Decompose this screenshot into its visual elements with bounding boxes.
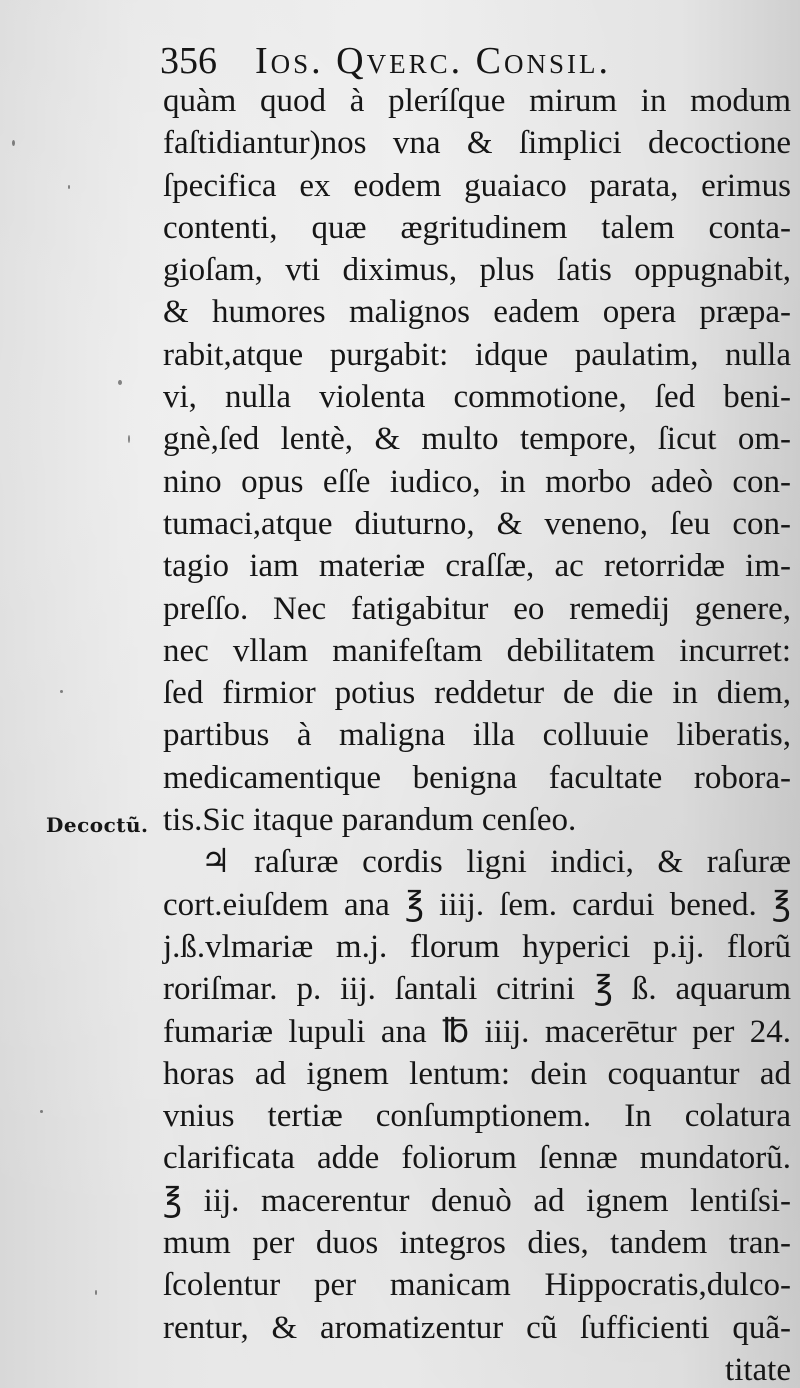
text-line: tumaci,atque diuturno, & veneno, ſeu con- — [163, 505, 791, 542]
paper-speck — [95, 1290, 97, 1295]
paper-speck — [12, 140, 15, 146]
recipe-line: rentur, & aromatizentur cũ ſufficienti quã- — [163, 1309, 791, 1346]
text-line: ſpecifica ex eodem guaiaco parata, erimus — [163, 167, 791, 204]
margin-note: Decoctũ. — [46, 813, 149, 837]
text-line: quàm quod à pleríſque mirum in modum — [163, 83, 791, 119]
recipe-line: clarificata adde foliorum ſennæ mundatorũ. — [163, 1140, 791, 1177]
body-text — [163, 80, 791, 1388]
text-line: ſed firmior potius reddetur de die in diem, — [163, 675, 791, 712]
text-line: nino opus eſſe iudico, in morbo adeò con- — [163, 463, 791, 500]
recipe-line: j.ß.vlmariæ m.j. florum hyperici p.ij. florũ — [163, 928, 791, 965]
recipe-line: roriſmar. p. iij. ſantali citrini ℥ ß. aquarum — [163, 971, 791, 1008]
text-line: vi, nulla violenta commotione, ſed beni- — [163, 379, 791, 416]
text-line: tagio iam materiæ craſſæ, ac retorridæ im- — [163, 548, 791, 585]
text-line: partibus à maligna illa colluuie liberatis, — [163, 717, 791, 754]
recipe-line: ſcolentur per manicam Hippocratis,dulco- — [163, 1267, 791, 1304]
text-line: gioſam, vti diximus, plus ſatis oppugnabit, — [163, 252, 791, 289]
paper-speck — [40, 1110, 43, 1113]
running-title: Ios. Qverc. Consil. — [255, 40, 611, 82]
recipe-line: cort.eiuſdem ana ℥ iiij. ſem. cardui bened. ℥ — [163, 886, 791, 923]
recipe-line: horas ad ignem lentum: dein coquantur ad — [163, 1055, 791, 1092]
text-line: contenti, quæ ægritudinem talem conta- — [163, 209, 791, 246]
text-line: nec vllam manifeſtam debilitatem incurret: — [163, 632, 791, 669]
paper-speck — [68, 185, 70, 189]
paper-speck — [60, 690, 63, 693]
recipe-line: fumariæ lupuli ana ℔ iiij. macerētur per 24. — [163, 1013, 791, 1050]
text-line: gnè,ſed lentè, & multo tempore, ſicut om- — [163, 421, 791, 458]
running-head — [160, 36, 780, 86]
text-line: faſtidiantur)nos vna & ſimplici decoctione — [163, 125, 791, 162]
recipe-line: ℥ iij. macerentur denuò ad ignem lentiſsi- — [163, 1182, 791, 1219]
text-line: medicamentique benigna facultate robora- — [163, 759, 791, 796]
catchword: titate — [725, 1351, 791, 1388]
text-line: preſſo. Nec fatigabitur eo remedij genere, — [163, 590, 791, 627]
text-line: tis.Sic itaque parandum cenſeo. — [163, 802, 577, 839]
recipe-line: vnius tertiæ conſumptionem. In colatura — [163, 1098, 791, 1135]
text-line: rabit,atque purgabit: idque paulatim, nulla — [163, 336, 791, 373]
text-line: & humores malignos eadem opera præpa- — [163, 294, 791, 331]
paper-speck — [118, 380, 122, 385]
paper-speck — [128, 435, 130, 443]
recipe-line: ♃ raſuræ cordis ligni indici, & raſuræ — [201, 844, 791, 881]
page-number: 356 — [160, 40, 217, 82]
recipe-line: mum per duos integros dies, tandem tran- — [163, 1225, 791, 1262]
